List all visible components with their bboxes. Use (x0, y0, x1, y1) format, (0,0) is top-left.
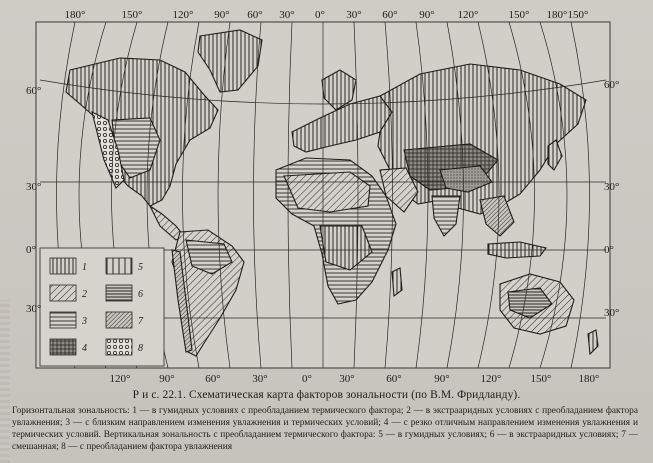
right-label: 30° (604, 307, 620, 319)
left-label: 0° (26, 244, 36, 256)
landmass-madagascar (392, 268, 402, 296)
top-label: 90° (214, 9, 230, 21)
legend-swatch-5 (106, 258, 132, 274)
bottom-label: 0° (302, 373, 312, 385)
bottom-label: 30° (339, 373, 355, 385)
top-label: 120° (457, 9, 479, 21)
left-label: 60° (26, 85, 42, 97)
left-label: 30° (26, 181, 42, 193)
region-sahara (284, 172, 370, 212)
top-label: 150° (508, 9, 530, 21)
figure-title: Р и с. 22.1. Схематическая карта факторов зональности (по В.М. Фридланду). (132, 389, 521, 401)
legend-num-1: 1 (82, 262, 87, 273)
bottom-label: 120° (109, 373, 131, 385)
legend-num-8: 8 (138, 343, 143, 354)
top-label: 0° (315, 9, 325, 21)
legend-num-4: 4 (82, 343, 87, 354)
bottom-label: 90° (434, 373, 450, 385)
bottom-label: 60° (205, 373, 221, 385)
legend-swatch-8 (106, 339, 132, 355)
right-label: 0° (604, 244, 614, 256)
legend-num-2: 2 (82, 289, 87, 300)
top-label: 30° (279, 9, 295, 21)
top-label: 90° (419, 9, 435, 21)
bottom-label: 180° (578, 373, 600, 385)
top-label: 150° (121, 9, 143, 21)
top-label: 30° (346, 9, 362, 21)
left-label: 30° (26, 303, 42, 315)
top-label: 150° (567, 9, 589, 21)
bottom-label: 150° (530, 373, 552, 385)
top-label: 60° (247, 9, 263, 21)
right-label: 60° (604, 79, 620, 91)
top-label: 60° (382, 9, 398, 21)
right-label: 30° (604, 181, 620, 193)
page-edge-shadow (0, 300, 10, 463)
legend-swatch-4 (50, 339, 76, 355)
bottom-label: 120° (480, 373, 502, 385)
legend-num-3: 3 (82, 316, 87, 327)
legend (40, 248, 164, 366)
legend-num-5: 5 (138, 262, 143, 273)
figure-description: Горизонтальная зональность: 1 — в гумидных условиях с преобладанием термического фактора; 2 — в экстрааридных условиях с преобладанием фактора увлажнения; 3 — с близким направлением изменения увлажнения и термических условий; 4 — с резко отличным направлением изменения увлажнения и термических условий. Вертикальная зональность с преобладанием термического фактора: 5 — в гумидных условиях; 6 — в экстрааридных условиях; 7 — смешанная; 8 — с преобладанием фактора увлажнения (12, 406, 638, 452)
top-label: 180° (64, 9, 86, 21)
bottom-label: 60° (386, 373, 402, 385)
legend-swatch-7 (106, 312, 132, 328)
legend-swatch-1 (50, 258, 76, 274)
bottom-label: 90° (159, 373, 175, 385)
legend-swatch-3 (50, 312, 76, 328)
bottom-label: 30° (252, 373, 268, 385)
top-label: 180° (546, 9, 568, 21)
legend-swatch-2 (50, 285, 76, 301)
legend-swatch-6 (106, 285, 132, 301)
legend-num-6: 6 (138, 289, 143, 300)
legend-num-7: 7 (138, 316, 143, 327)
top-label: 120° (172, 9, 194, 21)
